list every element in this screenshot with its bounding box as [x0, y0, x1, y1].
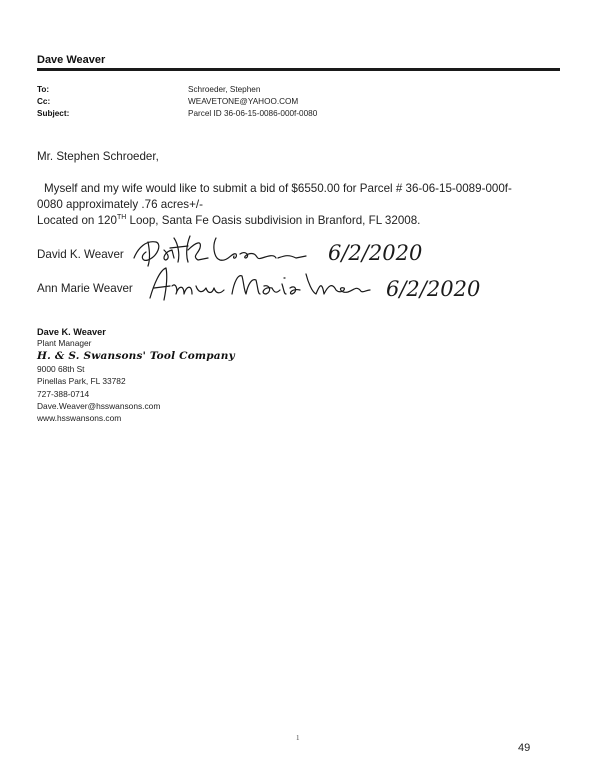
- signature-label-david: David K. Weaver: [37, 248, 124, 261]
- company-name: H. & S. Swansons' Tool Company: [37, 350, 235, 362]
- address-line-2: Pinellas Park, FL 33782: [37, 376, 126, 387]
- address-line-1: 9000 68th St: [37, 364, 85, 374]
- salutation: Mr. Stephen Schroeder,: [37, 150, 159, 163]
- header-rule: [37, 68, 560, 71]
- cc-value: WEAVETONE@YAHOO.COM: [188, 97, 299, 106]
- body-line-1: Myself and my wife would like to submit a bid of $6550.00 for Parcel # 36-06-15-0089-000f-: [44, 182, 512, 195]
- website-link: www.hsswansons.com: [37, 413, 122, 424]
- page-number: 1: [296, 734, 300, 742]
- signature-name: Dave K. Weaver: [37, 327, 106, 337]
- body-line-3: [37, 214, 420, 227]
- signature-label-ann: Ann Marie Weaver: [37, 282, 133, 295]
- email-address: Dave.Weaver@hsswansons.com: [37, 400, 161, 411]
- subject-label: Subject:: [37, 109, 70, 118]
- subject-value: Parcel ID 36-06-15-0086-000f-0080: [188, 109, 318, 118]
- sender-name: Dave Weaver: [37, 54, 106, 66]
- signature-david-date: 6/2/2020: [328, 241, 423, 265]
- signature-title: Plant Manager: [37, 338, 92, 348]
- body-line-3-sup: TH: [116, 214, 127, 221]
- to-value: Schroeder, Stephen: [188, 85, 261, 94]
- body-line-3-prefix: Located on 120: [37, 214, 117, 227]
- signature-ann-image: [140, 260, 480, 308]
- cc-label: Cc:: [37, 97, 51, 106]
- document-page-number: 49: [518, 742, 531, 754]
- body-line-3-suffix: Loop, Santa Fe Oasis subdivision in Branford, FL 32008.: [126, 214, 421, 227]
- body-line-2: 0080 approximately .76 acres+/-: [37, 198, 203, 211]
- phone-number: 727-388-0714: [37, 388, 90, 399]
- signature-ann-date: 6/2/2020: [386, 277, 480, 301]
- to-label: To:: [37, 85, 50, 94]
- email-signature-block: [37, 326, 235, 424]
